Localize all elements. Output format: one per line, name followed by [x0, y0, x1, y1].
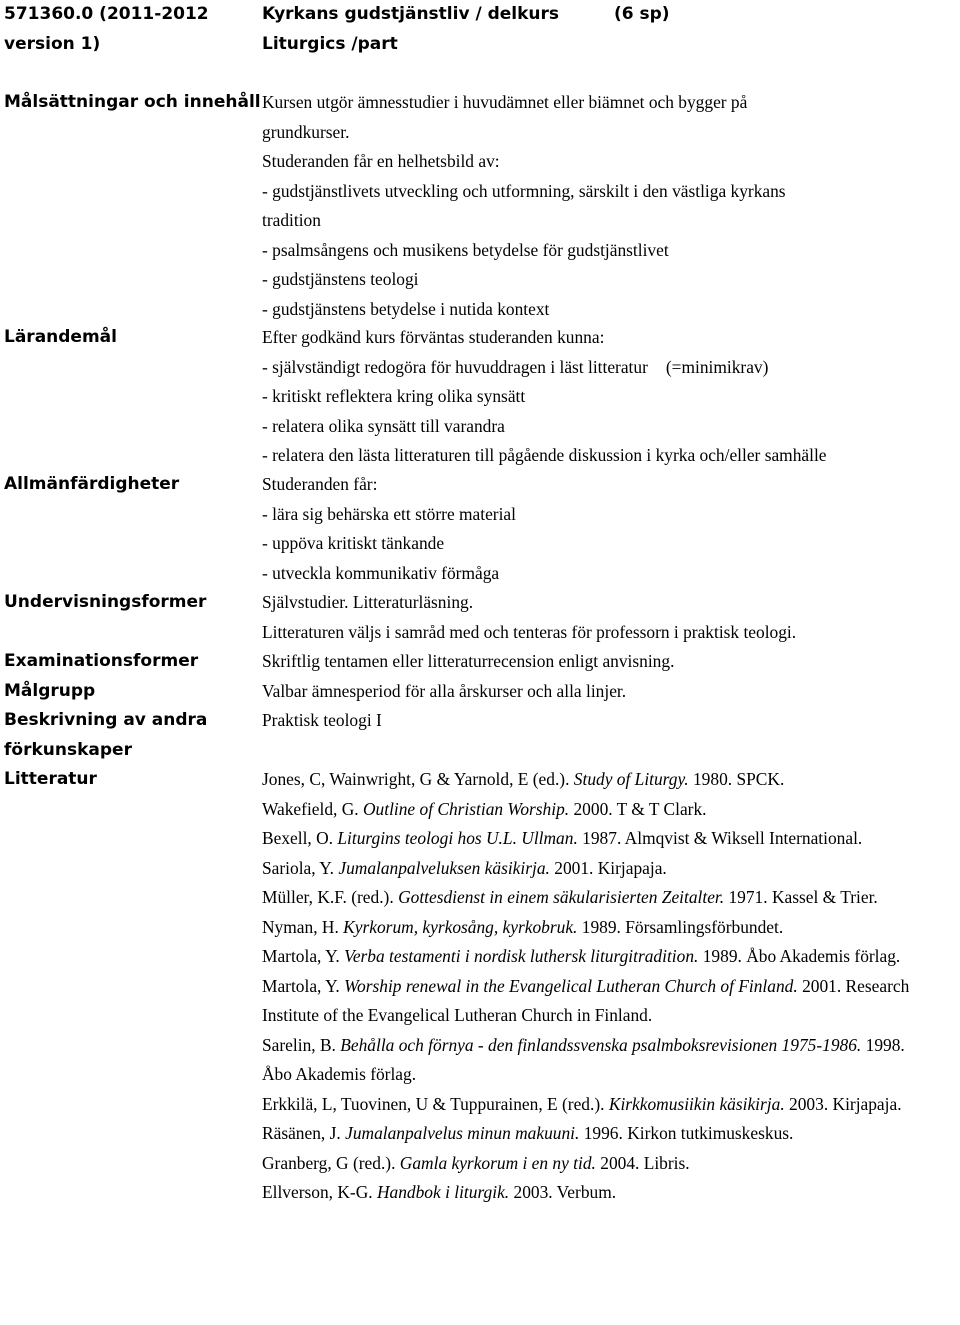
- literature-reference: [262, 1119, 922, 1149]
- label-target-group: Målgrupp: [4, 681, 96, 701]
- ref-title: Handbok i liturgik.: [376, 1182, 510, 1202]
- ref-title: Jumalanpalvelus minun makuuni.: [345, 1123, 580, 1143]
- label-examination: Examinationsformer: [4, 651, 199, 671]
- label-goals: Målsättningar och innehåll: [4, 92, 261, 112]
- ref-title: Study of Liturgy.: [573, 769, 689, 789]
- course-title-english: Liturgics /part: [262, 33, 398, 54]
- general-skills-line: - uppöva kritiskt tänkande: [262, 533, 445, 553]
- ref-title: Verba testamenti i nordisk luthersk liturgitradition.: [344, 946, 699, 966]
- goals-line: Kursen utgör ämnesstudier i huvudämnet eller biämnet och bygger på: [262, 92, 748, 112]
- goals-line: - gudstjänstens teologi: [262, 269, 419, 289]
- ref-author: Bexell, O.: [262, 828, 333, 848]
- target-group-content: [262, 677, 958, 707]
- ref-title: Gottesdienst in einem säkularisierten Zeitalter.: [398, 887, 725, 907]
- literature-reference: [262, 1090, 922, 1120]
- course-version: version 1): [4, 33, 101, 54]
- goals-line: - psalmsångens och musikens betydelse för gudstjänstlivet: [262, 239, 669, 260]
- ref-publication: 2001. Kirjapaja.: [554, 857, 667, 878]
- prerequisites-content: [262, 706, 958, 736]
- outcomes-content: [262, 323, 958, 471]
- literature-reference: [262, 854, 922, 884]
- literature-reference: [262, 1031, 922, 1090]
- ref-author: Sariola, Y.: [262, 857, 334, 878]
- ref-author: Erkkilä, L, Tuovinen, U & Tuppurainen, E (red.).: [262, 1093, 605, 1114]
- goals-line: Studeranden får en helhetsbild av:: [262, 151, 500, 171]
- teaching-line: Litteraturen väljs i samråd med och tenteras för professorn i praktisk teologi.: [262, 621, 797, 642]
- literature-reference: [262, 972, 922, 1031]
- ref-author: Wakefield, G.: [262, 798, 359, 819]
- ref-author: Martola, Y.: [262, 975, 340, 996]
- outcomes-first-item: - självständigt redogöra för huvuddragen i läst litteratur: [262, 356, 648, 377]
- ref-title: Liturgins teologi hos U.L. Ullman.: [337, 828, 578, 848]
- ref-publication: 2000. T & T Clark.: [573, 798, 707, 819]
- goals-line: - gudstjänstens betydelse i nutida kontext: [262, 298, 550, 319]
- literature-reference: [262, 824, 922, 854]
- ref-author: Sarelin, B.: [262, 1034, 336, 1055]
- course-code-text: 571360.0 (2011-2012: [4, 4, 209, 24]
- general-skills-line: - lära sig behärska ett större material: [262, 503, 516, 524]
- ref-author: Müller, K.F. (red.).: [262, 887, 394, 907]
- course-title: Kyrkans gudstjänstliv / delkurs: [262, 4, 560, 24]
- outcomes-intro: Efter godkänd kurs förväntas studeranden kunna:: [262, 327, 605, 347]
- ref-title: Behålla och förnya - den finlandssvenska psalmboksrevisionen 1975-1986.: [340, 1034, 862, 1055]
- examination-content: [262, 647, 958, 677]
- ref-author: Nyman, H.: [262, 916, 339, 937]
- prerequisites-text: Praktisk teologi I: [262, 710, 382, 730]
- label-teaching-forms: Undervisningsformer: [4, 592, 207, 612]
- ref-publication: 2004. Libris.: [600, 1152, 690, 1173]
- goals-line: grundkurser.: [262, 121, 350, 142]
- ref-publication: 1989. Församlingsförbundet.: [581, 916, 784, 937]
- outcomes-minimum-note: (=minimikrav): [665, 356, 769, 377]
- label-general-skills: Allmänfärdigheter: [4, 474, 180, 494]
- general-skills-content: [262, 470, 958, 588]
- ref-publication: 1989. Åbo Akademis förlag.: [702, 946, 901, 966]
- ref-publication: 2003. Verbum.: [513, 1182, 617, 1202]
- ref-author: Jones, C, Wainwright, G & Yarnold, E (ed.).: [262, 769, 570, 789]
- ref-publication: 1980. SPCK.: [692, 769, 785, 789]
- label-literature: Litteratur: [4, 769, 97, 789]
- literature-list: [262, 765, 922, 1208]
- course-title-block: [262, 0, 670, 59]
- outcomes-item: - relatera olika synsätt till varandra: [262, 415, 505, 436]
- general-skills-line: Studeranden får:: [262, 474, 378, 494]
- target-group-text: Valbar ämnesperiod för alla årskurser och alla linjer.: [262, 681, 627, 701]
- label-prerequisites-line1: Beskrivning av andra: [4, 710, 208, 730]
- goals-line: - gudstjänstlivets utveckling och utformning, särskilt i den västliga kyrkans: [262, 180, 786, 201]
- ref-author: Granberg, G (red.).: [262, 1152, 396, 1173]
- ref-title: Kyrkorum, kyrkosång, kyrkobruk.: [343, 916, 578, 937]
- general-skills-line: - utveckla kommunikativ förmåga: [262, 562, 500, 583]
- course-code: [4, 0, 209, 59]
- ref-title: Outline of Christian Worship.: [362, 798, 570, 819]
- ref-publication: 1996. Kirkon tutkimuskeskus.: [583, 1123, 794, 1143]
- ref-author: Martola, Y.: [262, 946, 340, 966]
- ref-title: Gamla kyrkorum i en ny tid.: [399, 1152, 596, 1173]
- literature-reference: [262, 913, 922, 943]
- label-prerequisites-line2: förkunskaper: [4, 739, 132, 760]
- goals-content: [262, 88, 958, 324]
- goals-line: tradition: [262, 210, 321, 230]
- course-credits: (6 sp): [614, 4, 670, 24]
- ref-author: Räsänen, J.: [262, 1123, 341, 1143]
- label-prerequisites: [4, 706, 207, 765]
- ref-author: Ellverson, K-G.: [262, 1182, 373, 1202]
- literature-reference: [262, 1149, 922, 1179]
- outcomes-item: - kritiskt reflektera kring olika synsätt: [262, 386, 526, 406]
- literature-reference: [262, 942, 922, 972]
- literature-reference: [262, 765, 922, 795]
- ref-publication: 1998. Åbo Akademis förlag.: [262, 1034, 905, 1084]
- label-learning-outcomes: Lärandemål: [4, 327, 117, 347]
- literature-reference: [262, 1178, 922, 1208]
- ref-publication: 1971. Kassel & Trier.: [728, 887, 878, 907]
- ref-title: Worship renewal in the Evangelical Lutheran Church of Finland.: [344, 975, 798, 996]
- outcomes-item: [262, 353, 958, 383]
- teaching-content: [262, 588, 958, 647]
- ref-publication: 1987. Almqvist & Wiksell International.: [582, 828, 863, 848]
- literature-reference: [262, 883, 922, 913]
- ref-title: Kirkkomusiikin käsikirja.: [608, 1093, 785, 1114]
- ref-publication: 2003. Kirjapaja.: [789, 1093, 902, 1114]
- examination-text: Skriftlig tentamen eller litteraturrecension enligt anvisning.: [262, 651, 675, 671]
- literature-reference: [262, 795, 922, 825]
- ref-title: Jumalanpalveluksen käsikirja.: [338, 857, 550, 878]
- outcomes-item: - relatera den lästa litteraturen till pågående diskussion i kyrka och/eller samhälle: [262, 445, 827, 465]
- teaching-line: Självstudier. Litteraturläsning.: [262, 592, 474, 612]
- ref-publication: 2001. Research Institute of the Evangelical Lutheran Church in Finland.: [262, 975, 910, 1025]
